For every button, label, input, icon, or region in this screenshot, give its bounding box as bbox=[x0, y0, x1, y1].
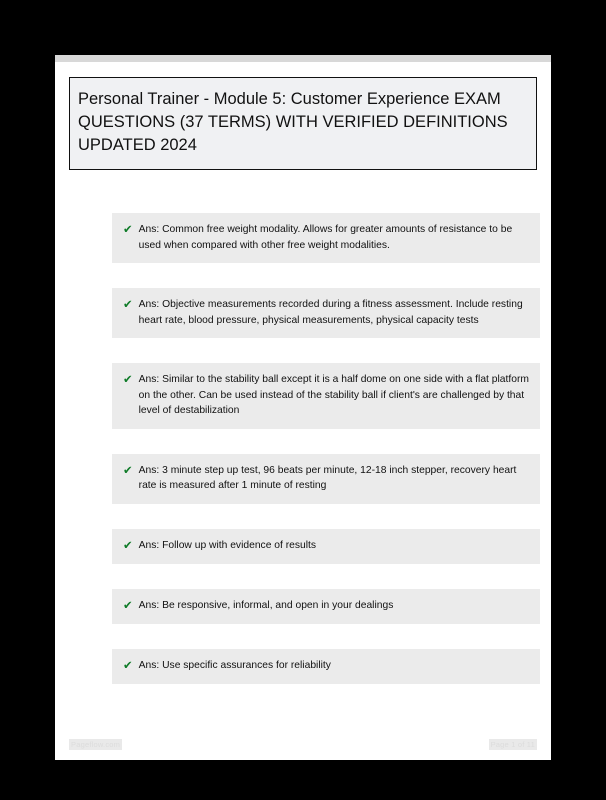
check-icon: ✔ bbox=[123, 374, 133, 386]
check-icon: ✔ bbox=[123, 224, 133, 236]
page-footer bbox=[55, 732, 551, 750]
list-item bbox=[112, 649, 540, 684]
answer-text: Ans: Objective measurements recorded during a fitness assessment. Include resting heart rate, blood pressure, physical measurements, physical capacity tests bbox=[138, 299, 523, 326]
check-icon: ✔ bbox=[123, 299, 133, 311]
footer-source-label: Pageflow.com bbox=[71, 740, 121, 749]
list-item bbox=[112, 529, 540, 564]
footer-page-label: Page 1 of 11 bbox=[490, 740, 535, 749]
check-icon: ✔ bbox=[123, 599, 133, 612]
document-title-box bbox=[69, 77, 537, 170]
document-page bbox=[55, 55, 551, 760]
answer-text: Ans: Common free weight modality. Allows for greater amounts of resistance to be used when compared with other free weight modalities. bbox=[138, 224, 513, 251]
list-item bbox=[112, 213, 540, 263]
answer-text: Ans: 3 minute step up test, 96 beats per minute, 12-18 inch stepper, recovery heart rate is measured after 1 minute of resting bbox=[138, 464, 517, 491]
answer-text: Ans: Follow up with evidence of results bbox=[138, 539, 317, 551]
answer-text: Ans: Similar to the stability ball except it is a half dome on one side with a flat platform on the other. Can be used instead of the stability ball if client's are challenged by that level of destabilization bbox=[138, 374, 529, 416]
answer-list bbox=[112, 213, 540, 709]
list-item bbox=[112, 363, 540, 429]
check-icon: ✔ bbox=[123, 659, 133, 672]
page-title: Personal Trainer - Module 5: Customer Experience EXAM QUESTIONS (37 TERMS) WITH VERIFIED DEFINITIONS UPDATED 2024 bbox=[78, 90, 508, 154]
answer-text: Ans: Use specific assurances for reliability bbox=[138, 659, 331, 671]
check-icon: ✔ bbox=[123, 539, 133, 552]
list-item bbox=[112, 288, 540, 338]
page-top-band bbox=[55, 55, 551, 62]
answer-text: Ans: Be responsive, informal, and open in your dealings bbox=[138, 599, 394, 611]
check-icon: ✔ bbox=[123, 464, 133, 477]
list-item bbox=[112, 589, 540, 624]
list-item bbox=[112, 454, 540, 504]
